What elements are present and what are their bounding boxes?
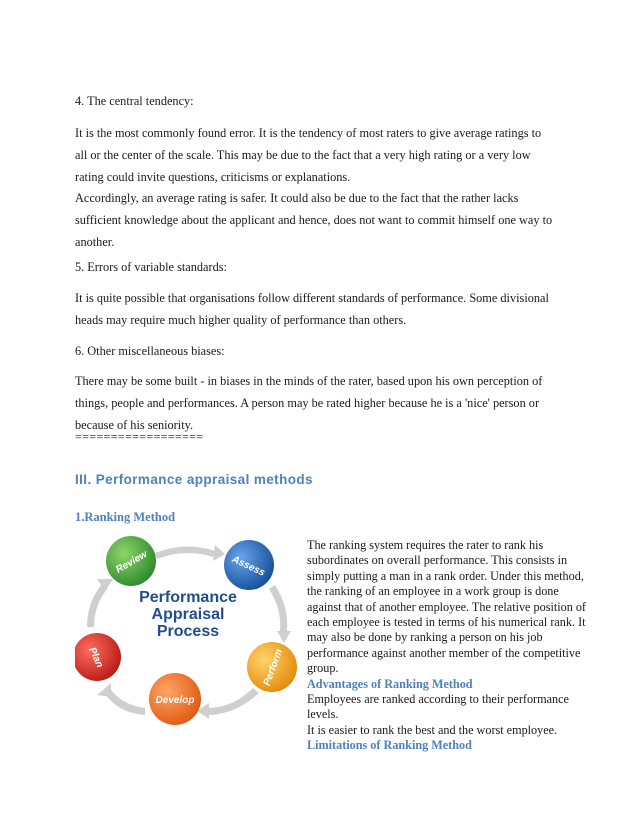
paragraph-variable-standards [75, 287, 575, 331]
limitations-heading: Limitations of Ranking Method [307, 738, 472, 753]
text-line: another. [75, 235, 115, 249]
diagram-title [139, 589, 237, 640]
text-line: because of his seniority. [75, 418, 194, 432]
develop-step [149, 673, 201, 725]
text-line: There may be some built - in biases in the minds of the rater, based upon his own perception of [75, 374, 543, 388]
advantages-heading: Advantages of Ranking Method [307, 676, 473, 691]
diagram-title-line-2: Appraisal [151, 606, 225, 623]
paragraph-central-tendency-2 [75, 187, 575, 253]
text-line: each employee is tested in terms of his numerical rank. It [307, 615, 586, 630]
text-line: performance against another member of the competitive [307, 645, 581, 660]
text-line: Accordingly, an average rating is safer. It could also be due to the fact that the rather lacks [75, 191, 519, 205]
text-line: It is quite possible that organisations follow different standards of performance. Some divisional [75, 291, 549, 305]
text-line: It is easier to rank the best and the worst employee. [307, 722, 558, 737]
heading-variable-standards: 5. Errors of variable standards: [75, 260, 227, 274]
paragraph-other-biases [75, 370, 575, 436]
performance-appraisal-diagram [75, 535, 300, 725]
diagram-title-line-1: Performance [139, 589, 237, 606]
text-line: Employees are ranked according to their performance [307, 692, 569, 707]
text-line: simply putting a man in a rank order. Under this method, [307, 568, 584, 583]
text-line: It is the most commonly found error. It is the tendency of most raters to give average ratings to [75, 126, 542, 140]
step-label-develop: Develop [155, 695, 195, 706]
review-step [106, 536, 156, 586]
text-line: may also be done by ranking a person on his job [307, 630, 543, 645]
step-label-review: Review [114, 548, 150, 576]
text-line: levels. [307, 707, 339, 722]
text-line: against that of another employee. The relative position of [307, 599, 586, 614]
step-label-assess: Assess [230, 553, 267, 579]
separator: ================== [75, 430, 204, 444]
perform-step [247, 642, 297, 692]
subheading-ranking-method: 1.Ranking Method [75, 510, 176, 524]
plan-step [75, 633, 121, 681]
text-line: all or the center of the scale. This may be due to the fact that a very high rating or a very low [75, 148, 531, 162]
assess-step [224, 540, 274, 590]
paragraph-central-tendency-1 [75, 122, 575, 188]
step-label-plan: Plan [86, 645, 106, 670]
ranking-description [307, 538, 597, 754]
heading-central-tendency: 4. The central tendency: [75, 94, 194, 108]
step-label-perform: Perform [261, 647, 286, 688]
text-line: subordinates on overall performance. This consists in [307, 553, 568, 568]
text-line: the ranking of an employee in a work group is done [307, 584, 559, 599]
diagram-title-line-3: Process [156, 623, 220, 640]
heading-other-biases: 6. Other miscellaneous biases: [75, 344, 225, 358]
section-heading-methods: III. Performance appraisal methods [75, 472, 313, 487]
text-line: rating could invite questions, criticisms or explanations. [75, 170, 351, 184]
text-line: heads may require much higher quality of performance than others. [75, 313, 407, 327]
text-line: sufficient knowledge about the applicant and hence, does not want to commit himself one way to [75, 213, 553, 227]
text-line: things, people and performances. A person may be rated higher because he is a 'nice' person or [75, 396, 540, 410]
text-line: group. [307, 661, 339, 676]
text-line: The ranking system requires the rater to rank his [307, 538, 544, 552]
